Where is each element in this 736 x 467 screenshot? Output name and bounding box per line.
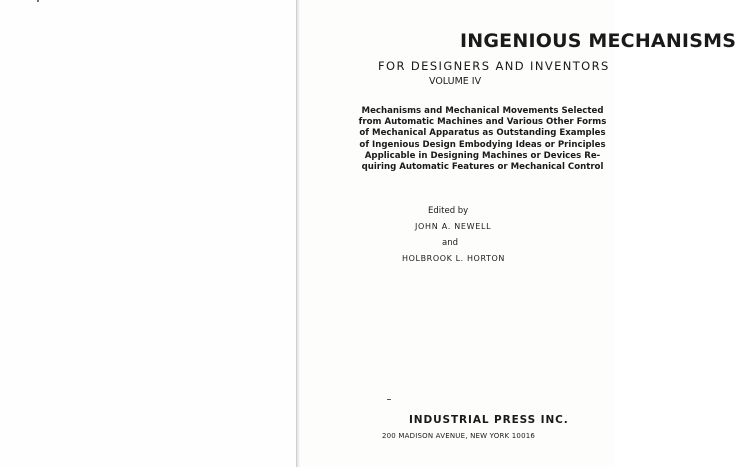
editor-name-2: HOLBROOK L. HORTON	[402, 254, 505, 263]
book-title: INGENIOUS MECHANISMS	[460, 30, 736, 52]
edited-by-label: Edited by	[428, 206, 469, 216]
description-line: of Mechanical Apparatus as Outstanding Examples	[359, 128, 606, 139]
volume-label: VOLUME IV	[429, 76, 482, 87]
description-line: Mechanisms and Mechanical Movements Selected	[361, 106, 604, 116]
description-line: from Automatic Machines and Various Other Forms	[358, 117, 607, 128]
publisher-name: INDUSTRIAL PRESS INC.	[409, 414, 569, 426]
publisher-address: 200 MADISON AVENUE, NEW YORK 10016	[382, 432, 536, 440]
and-connector: and	[442, 238, 458, 248]
left-blank-page	[0, 0, 298, 467]
print-speck	[37, 0, 39, 2]
editor-name-1: JOHN A. NEWELL	[415, 222, 492, 231]
description-line: Applicable in Designing Machines or Devices Re-	[364, 150, 601, 161]
title-page	[300, 0, 736, 467]
description-block	[350, 106, 615, 173]
book-subtitle: FOR DESIGNERS AND INVENTORS	[378, 59, 610, 73]
description-line: of Ingenious Design Embodying Ideas or Principles	[359, 139, 606, 150]
description-line: quiring Automatic Features or Mechanical Control	[361, 162, 604, 173]
print-mark	[387, 399, 391, 400]
